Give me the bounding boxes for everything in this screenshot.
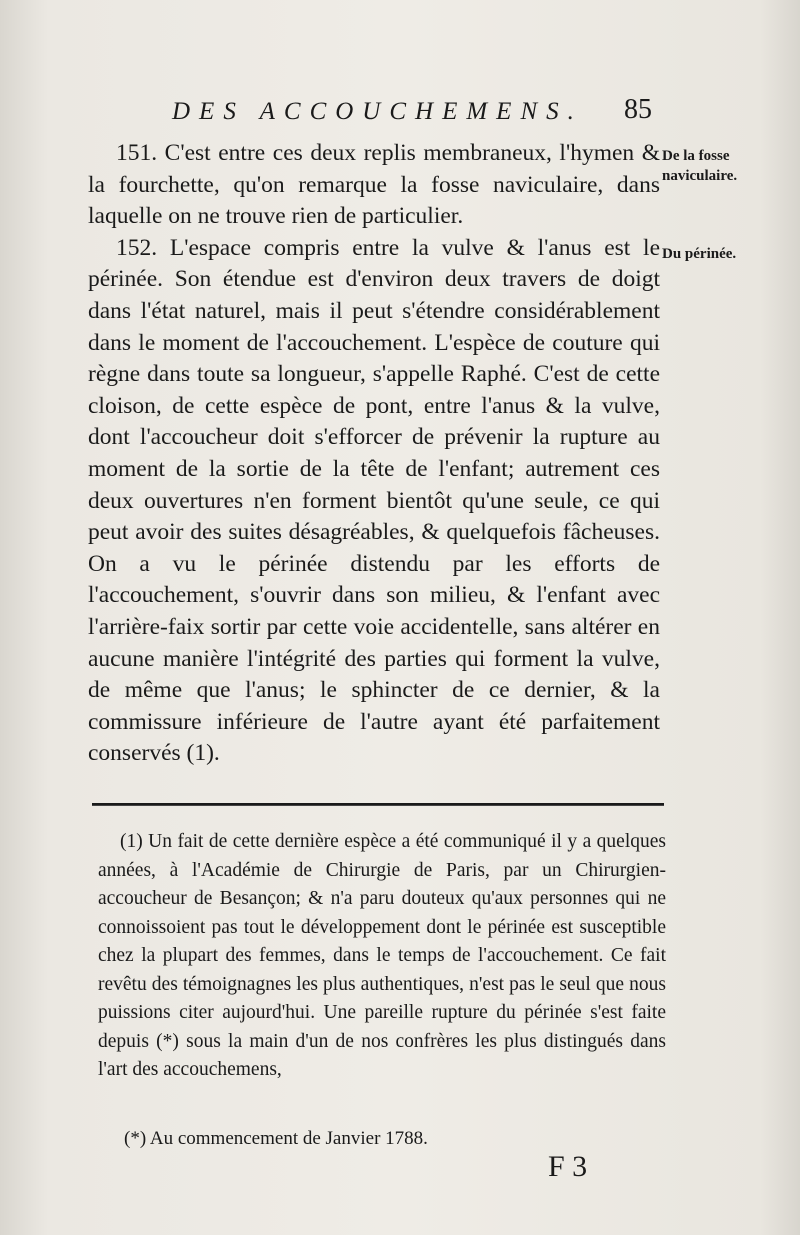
margin-note-perinee: Du périnée.	[662, 246, 737, 262]
page-number: 85	[624, 94, 652, 125]
running-title: DES ACCOUCHEMENS.	[172, 98, 583, 125]
footnote	[98, 828, 666, 1085]
footnote-star: (*) Au commencement de Janvier 1788.	[124, 1128, 428, 1149]
margin-note-fosse: De la fosse naviculaire.	[662, 148, 738, 184]
footnote-text: (1) Un fait de cette dernière espèce a été communiqué il y a quelques années, à l'Académie de Chirurgie de Paris, par un Chirurgien-accoucheur de Besançon; & n'a paru douteux qu'aux personnes qui ne connoissoient pas tout le développement dont le périnée est susceptible chez la plupart des femmes, dans le temps de l'accouchement. Ce fait revêtu des témoignagnes les plus authentiques, n'est pas le seul que nous puissions citer aujourd'hui. Une pareille rupture du périnée s'est faite depuis (*) sous la main d'un de nos confrères les plus distingués dans l'art des accouchemens,	[98, 831, 666, 1080]
signature-mark: F 3	[548, 1150, 588, 1183]
paragraph-151: 151. C'est entre ces deux replis membraneux, l'hymen & la fourchette, qu'on remarque la fosse naviculaire, dans laquelle on ne trouve rien de particulier.	[88, 140, 660, 230]
paragraph-152: 152. L'espace compris entre la vulve & l'anus est le périnée. Son étendue est d'environ deux travers de doigt dans l'état naturel, mais il peut s'étendre considérablement dans le moment de l'accouchement. L'espèce de couture qui règne dans toute sa longueur, s'appelle Raphé. C'est de cette cloison, de cette espèce de pont, entre l'anus & la vulve, dont l'accoucheur doit s'efforcer de prévenir la rupture au moment de la sortie de la tête de l'enfant; autrement ces deux ouvertures n'en forment bientôt qu'une seule, ce qui peut avoir des suites désagréables, & quelquefois fâcheuses. On a vu le périnée distendu par les efforts de l'accouchement, s'ouvrir dans son milieu, & l'enfant avec l'arrière-faix sortir par cette voie accidentelle, sans altérer en aucune manière l'intégrité des parties qui forment la vulve, de même que l'anus; le sphincter de ce dernier, & la commissure inférieure de l'autre ayant été parfaitement conservés (1).	[88, 234, 660, 767]
page-header	[172, 94, 652, 138]
footnote-divider	[92, 803, 664, 806]
main-text	[88, 138, 660, 770]
